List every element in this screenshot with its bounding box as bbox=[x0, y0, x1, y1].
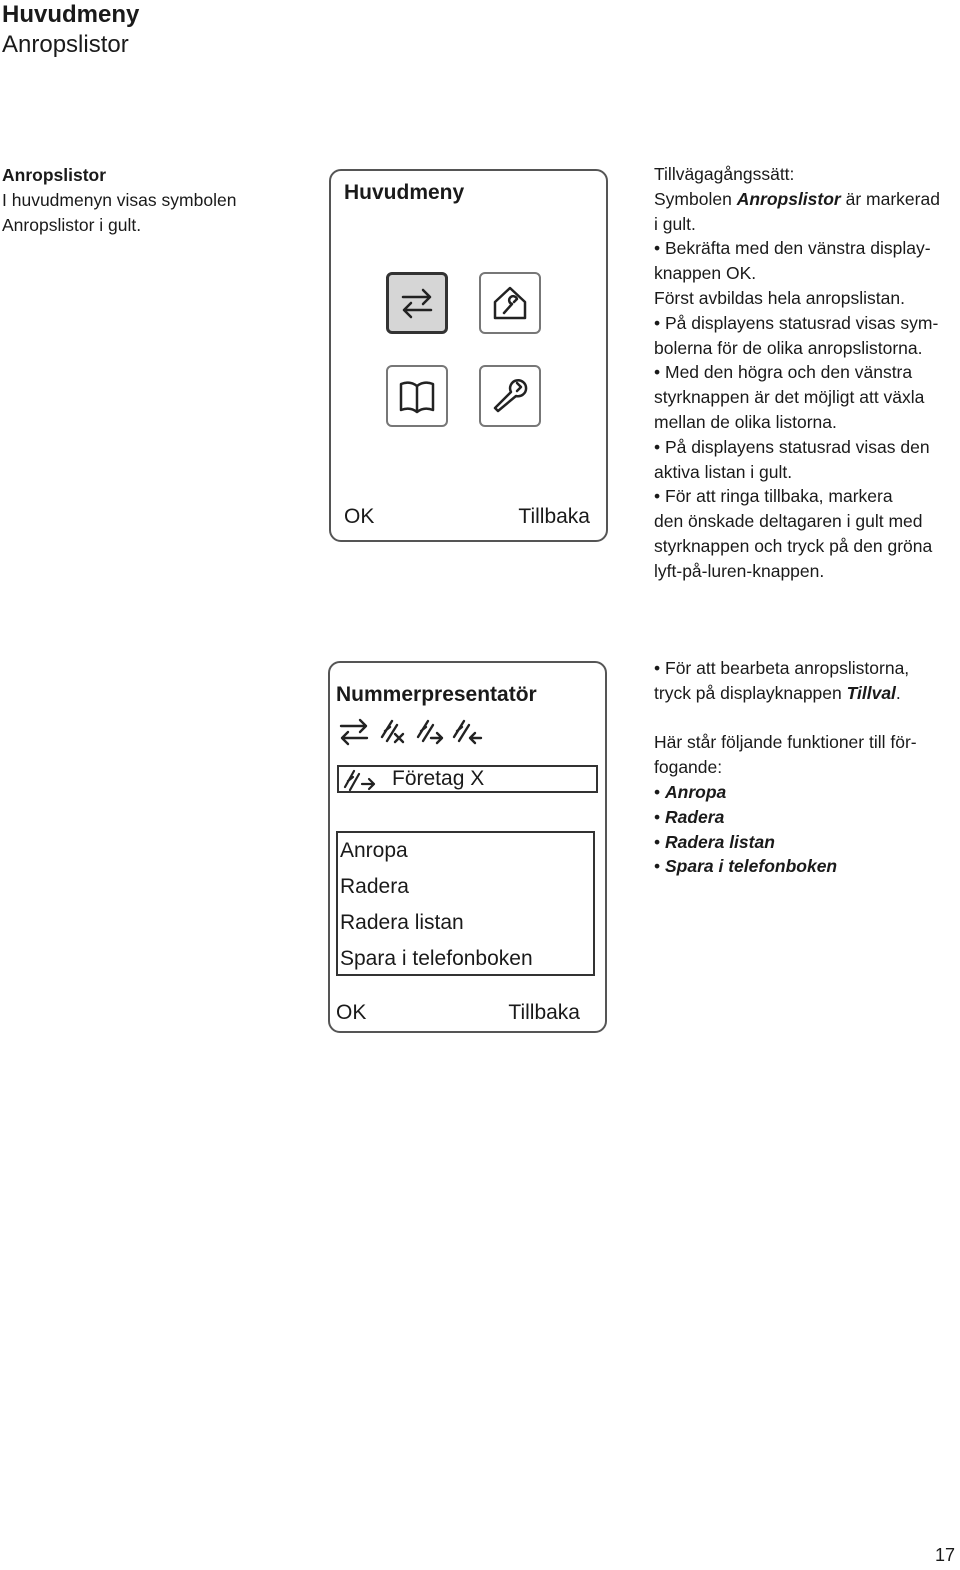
menu-item-call[interactable]: Anropa bbox=[340, 839, 408, 862]
procedure-bullet: • För att ringa tillbaka, markera bbox=[654, 484, 960, 509]
procedure-bullet: • På displayens statusrad visas sym- bbox=[654, 311, 960, 336]
procedure-text-line: styrknappen och tryck på den gröna bbox=[654, 535, 933, 556]
wrench-icon bbox=[490, 376, 530, 416]
display-title: Huvudmeny bbox=[344, 181, 465, 204]
intro-text bbox=[2, 163, 292, 238]
tools-tile[interactable] bbox=[479, 365, 541, 427]
back-softkey[interactable]: Tillbaka bbox=[508, 1001, 580, 1024]
back-softkey[interactable]: Tillbaka bbox=[518, 505, 590, 528]
all-calls-icon bbox=[341, 720, 367, 744]
procedure-symbol-line: Symbolen Anropslistor är markerad bbox=[654, 188, 940, 209]
edit-instructions bbox=[654, 656, 960, 879]
procedure-text-line: lyft-på-luren-knappen. bbox=[654, 560, 825, 581]
missed-calls-icon bbox=[382, 721, 403, 742]
page-heading: Huvudmeny bbox=[2, 1, 140, 28]
procedure-text-line: knappen OK. bbox=[654, 263, 757, 284]
edit-text-line: fogande: bbox=[654, 757, 723, 778]
phonebook-tile[interactable] bbox=[386, 365, 448, 427]
function-item: • Spara i telefonboken bbox=[654, 854, 960, 879]
function-item: • Anropa bbox=[654, 780, 960, 805]
intro-heading: Anropslistor bbox=[2, 165, 107, 185]
ok-softkey[interactable]: OK bbox=[336, 1001, 367, 1024]
procedure-bullet: • På displayens statusrad visas den bbox=[654, 435, 960, 460]
selected-call-entry[interactable] bbox=[337, 765, 598, 793]
page-number: 17 bbox=[934, 1545, 955, 1565]
procedure-text bbox=[654, 162, 960, 584]
ok-softkey[interactable]: OK bbox=[344, 505, 375, 528]
procedure-text-line: i gult. bbox=[654, 213, 696, 234]
menu-item-delete-list[interactable]: Radera listan bbox=[340, 911, 464, 934]
phonebook-icon bbox=[397, 376, 437, 416]
procedure-text-line: bolerna för de olika anropslistorna. bbox=[654, 337, 923, 358]
procedure-text-line: aktiva listan i gult. bbox=[654, 461, 793, 482]
edit-text-line: tryck på displayknappen Tillval. bbox=[654, 682, 901, 703]
procedure-text-line: mellan de olika listorna. bbox=[654, 411, 837, 432]
call-lists-tile[interactable] bbox=[386, 272, 448, 334]
function-item: • Radera listan bbox=[654, 830, 960, 855]
call-list-status-icons bbox=[338, 715, 498, 751]
options-menu bbox=[336, 831, 595, 976]
function-item: • Radera bbox=[654, 805, 960, 830]
menu-item-save-to-phonebook[interactable]: Spara i telefonboken bbox=[340, 947, 533, 970]
settings-home-tile[interactable] bbox=[479, 272, 541, 334]
procedure-text-line: Först avbildas hela anropslistan. bbox=[654, 287, 905, 308]
main-menu-display bbox=[329, 169, 608, 542]
intro-body: I huvudmenyn visas symbolen Anropslistor i gult. bbox=[2, 190, 237, 235]
procedure-bullet: • Bekräfta med den vänstra display- bbox=[654, 236, 960, 261]
outgoing-calls-icon bbox=[418, 721, 442, 743]
procedure-text-line: styrknappen är det möjligt att växla bbox=[654, 387, 925, 408]
entry-name: Företag X bbox=[392, 767, 485, 790]
procedure-label: Tillvägagångssätt: bbox=[654, 164, 795, 184]
outgoing-call-icon bbox=[342, 767, 380, 791]
caller-id-display bbox=[328, 661, 607, 1033]
procedure-bullet: • Med den högra och den vänstra bbox=[654, 360, 960, 385]
edit-text-line: Här står följande funktioner till för- bbox=[654, 732, 917, 753]
call-lists-icon bbox=[397, 283, 437, 323]
home-wrench-icon bbox=[490, 283, 530, 323]
incoming-calls-icon bbox=[454, 721, 481, 743]
procedure-text-line: den önskade deltagaren i gult med bbox=[654, 511, 923, 532]
display-title: Nummerpresentatör bbox=[336, 683, 537, 706]
edit-bullet: • För att bearbeta anropslistorna, bbox=[654, 656, 960, 681]
page-subheading: Anropslistor bbox=[2, 31, 129, 58]
menu-item-delete[interactable]: Radera bbox=[340, 875, 409, 898]
